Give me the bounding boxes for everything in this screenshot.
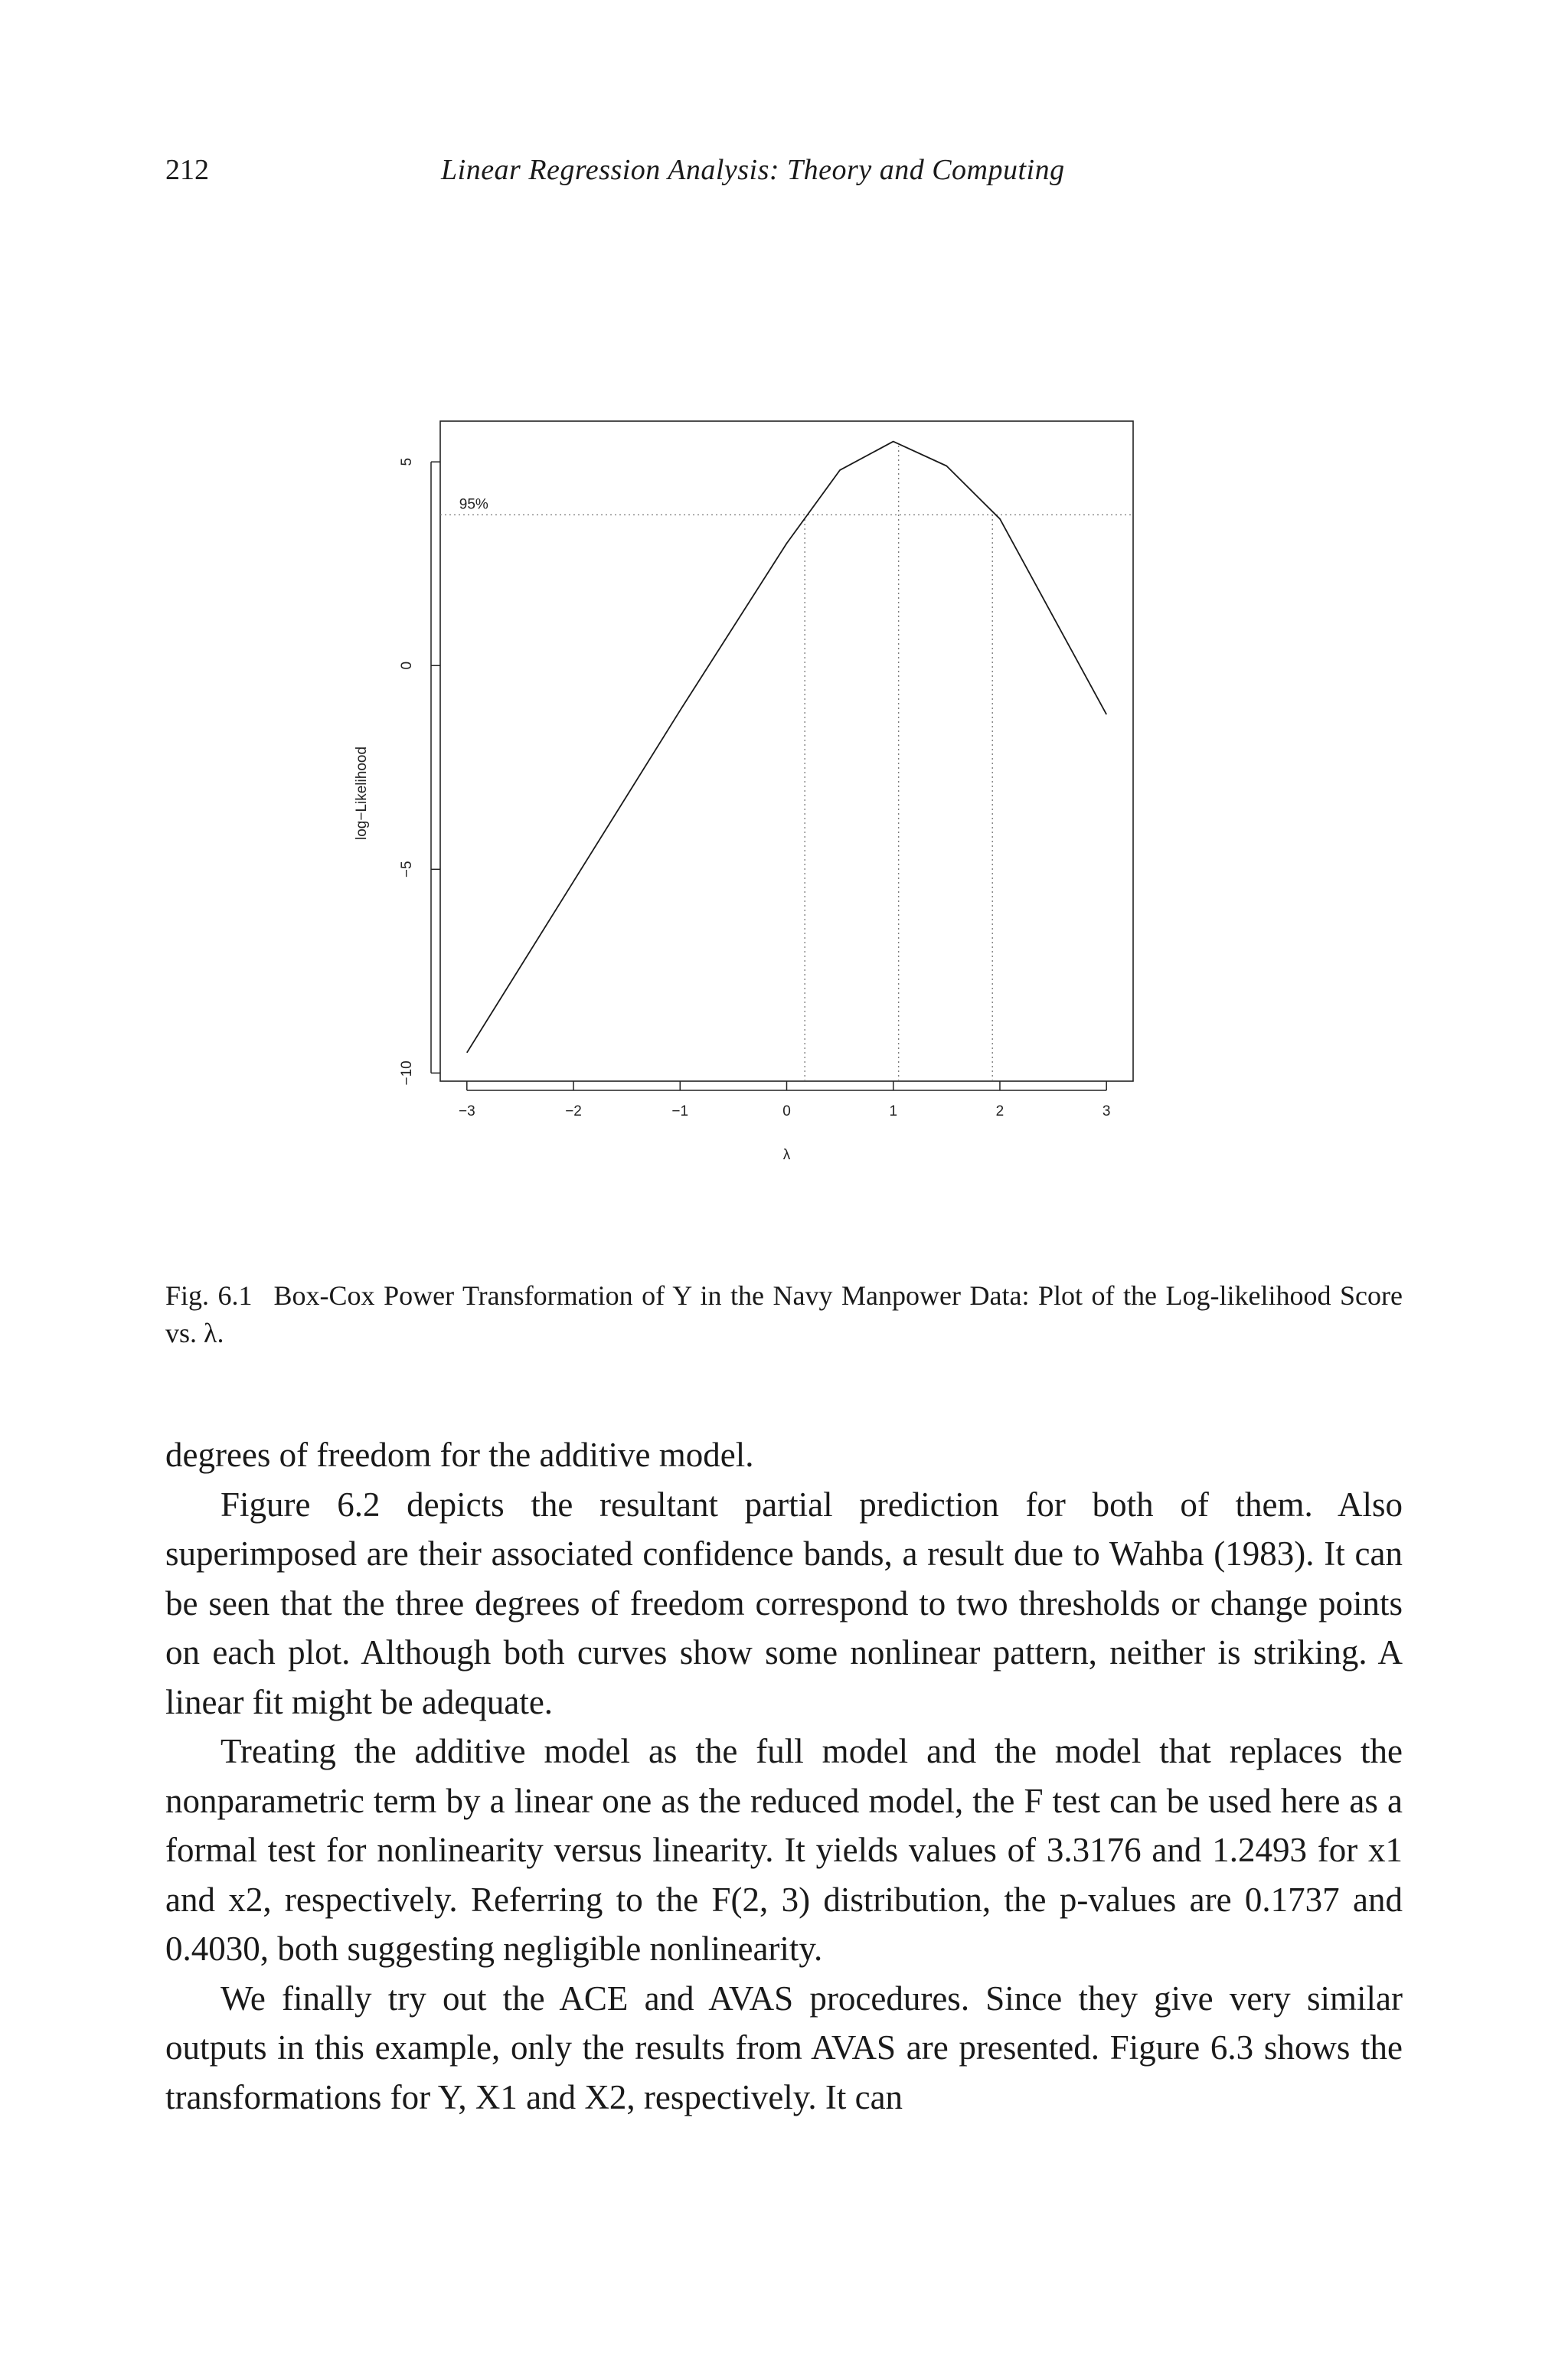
caption-label: Fig. 6.1 (165, 1280, 253, 1311)
log-likelihood-curve (467, 442, 1106, 1053)
figure-6-1 (322, 398, 1164, 1225)
running-title: Linear Regression Analysis: Theory and Computing (441, 154, 1065, 186)
y-tick-label: 0 (399, 661, 415, 670)
x-tick-label: −1 (671, 1103, 689, 1119)
y-tick-label: −5 (399, 861, 415, 878)
ci-label: 95% (459, 496, 488, 513)
x-tick-label: −3 (458, 1103, 475, 1119)
y-tick-label: 5 (399, 457, 415, 466)
y-axis-label: log−Likelihood (354, 746, 370, 841)
box-cox-chart (322, 398, 1164, 1225)
paragraph-2: Figure 6.2 depicts the resultant partial prediction for both of them. Also superimposed are their associated confidence bands, a result due to Wahba (1983). It can be seen that the three degrees of freedom correspond to two thresholds or change points on each plot. Although both curves show some nonlinear pattern, neither is striking. A linear fit might be adequate. (165, 1485, 1403, 1721)
y-tick-label: −10 (399, 1060, 415, 1086)
x-tick-label: 2 (995, 1103, 1004, 1119)
plot-frame (440, 421, 1133, 1081)
paragraph-1: degrees of freedom for the additive model. (165, 1436, 754, 1474)
figure-caption (165, 1277, 1403, 1352)
body-text (165, 1430, 1403, 2122)
x-tick-label: 3 (1102, 1103, 1111, 1119)
x-tick-label: 1 (889, 1103, 898, 1119)
x-tick-label: 0 (782, 1103, 791, 1119)
page-number: 212 (165, 154, 209, 186)
x-tick-label: −2 (565, 1103, 582, 1119)
paragraph-3: Treating the additive model as the full model and the model that replaces the nonparametric term by a linear one as the reduced model, the F test can be used here as a formal test for nonlinearity versus linearity. It yields values of 3.3176 and 1.2493 for x1 and x2, respectively. Referring to the F(2, 3) distribution, the p-values are 0.1737 and 0.4030, both suggesting negligible nonlinearity. (165, 1732, 1403, 1968)
caption-text: Box-Cox Power Transformation of Y in the Navy Manpower Data: Plot of the Log-likelihood Score vs. λ. (165, 1280, 1403, 1348)
paragraph-4: We finally try out the ACE and AVAS procedures. Since they give very similar outputs in this example, only the results from AVAS are presented. Figure 6.3 shows the transformations for Y, X1 and X2, respectively. It can (165, 1979, 1403, 2116)
x-axis-label: λ (782, 1147, 791, 1163)
running-head (165, 153, 1390, 199)
